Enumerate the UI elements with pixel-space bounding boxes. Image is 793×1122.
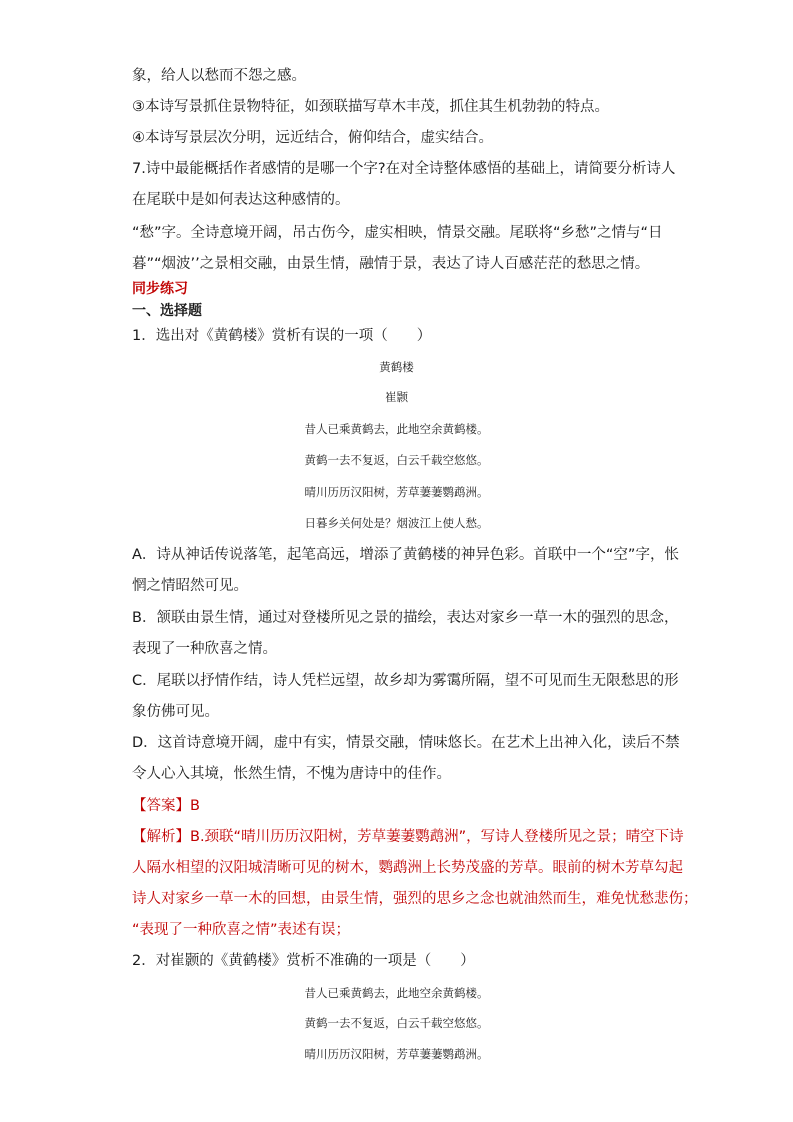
question-7-line-2: 在尾联中是如何表达这种感情的。 xyxy=(132,192,350,208)
answer-7-line-2: 暮”“烟波’’之景相交融，由景生情，融情于景，表达了诗人百感茫茫的愁思之情。 xyxy=(132,256,650,272)
option-a-line-2: 惘之情昭然可见。 xyxy=(132,578,248,594)
option-c-line-1: C．尾联以抒情作结，诗人凭栏远望，故乡却为雾霭所隔，望不可见而生无限愁思的形 xyxy=(132,673,679,689)
option-b-line-2: 表现了一种欣喜之情。 xyxy=(132,641,277,657)
question-1-stem: 1．选出对《黄鹤楼》赏析有误的一项（ ） xyxy=(132,328,432,344)
q2-poem-line-1: 昔人已乘黄鹤去，此地空余黄鹤楼。 xyxy=(304,986,489,1000)
poem-line-2: 黄鹤一去不复返，白云千载空悠悠。 xyxy=(304,453,489,467)
option-c-line-2: 象仿佛可见。 xyxy=(132,704,219,720)
poem-title: 黄鹤楼 xyxy=(379,360,414,374)
answer-label: 【答案】B xyxy=(132,798,200,814)
q2-poem-line-3: 晴川历历汉阳树，芳草萋萋鹦鹉洲。 xyxy=(304,1047,489,1061)
analysis-line-2: 人隔水相望的汉阳城清晰可见的树木，鹦鹉洲上长势茂盛的芳草。眼前的树木芳草勾起 xyxy=(132,860,683,876)
analysis-line-4: “表现了一种欣喜之情”表述有误； xyxy=(132,922,351,938)
q2-poem-line-2: 黄鹤一去不复返，白云千载空悠悠。 xyxy=(304,1016,489,1030)
intro-line-1: 象，给人以愁而不怨之感。 xyxy=(132,68,306,84)
poem-line-4: 日暮乡关何处是？烟波江上使人愁。 xyxy=(304,516,489,530)
section-title: 同步练习 xyxy=(132,281,188,297)
option-d-line-2: 令人心入其境，怅然生情，不愧为唐诗中的佳作。 xyxy=(132,766,451,782)
answer-7-line-1: “愁”字。全诗意境开阔，吊古伤今，虚实相映，情景交融。尾联将“乡愁”之情与“日 xyxy=(132,225,663,241)
question-7-line-1: 7.诗中最能概括作者感情的是哪一个字?在对全诗整体感悟的基础上，请简要分析诗人 xyxy=(132,161,676,177)
option-d-line-1: D．这首诗意境开阔，虚中有实，情景交融，情味悠长。在艺术上出神入化，读后不禁 xyxy=(132,735,680,751)
intro-line-3: ④本诗写景层次分明，远近结合，俯仰结合，虚实结合。 xyxy=(132,130,493,146)
analysis-line-1: 【解析】B.颈联“晴川历历汉阳树，芳草萋萋鹦鹉洲”，写诗人登楼所见之景；晴空下诗 xyxy=(132,829,684,845)
poem-author: 崔颢 xyxy=(385,390,408,404)
section-subtitle: 一、选择题 xyxy=(132,303,202,319)
option-a-line-1: A．诗从神话传说落笔，起笔高远，增添了黄鹤楼的神异色彩。首联中一个“空”字，怅 xyxy=(132,547,679,563)
analysis-line-3: 诗人对家乡一草一木的回想，由景生情，强烈的思乡之念也就油然而生，难免忧愁悲伤； xyxy=(132,891,698,907)
question-2-stem: 2．对崔颢的《黄鹤楼》赏析不准确的一项是（ ） xyxy=(132,953,475,969)
intro-line-2: ③本诗写景抓住景物特征，如颈联描写草木丰茂，抓住其生机勃勃的特点。 xyxy=(132,99,609,115)
poem-line-1: 昔人已乘黄鹤去，此地空余黄鹤楼。 xyxy=(304,422,489,436)
poem-line-3: 晴川历历汉阳树，芳草萋萋鹦鹉洲。 xyxy=(304,485,489,499)
option-b-line-1: B．颔联由景生情，通过对登楼所见之景的描绘，表达对家乡一草一木的强烈的思念， xyxy=(132,610,679,626)
